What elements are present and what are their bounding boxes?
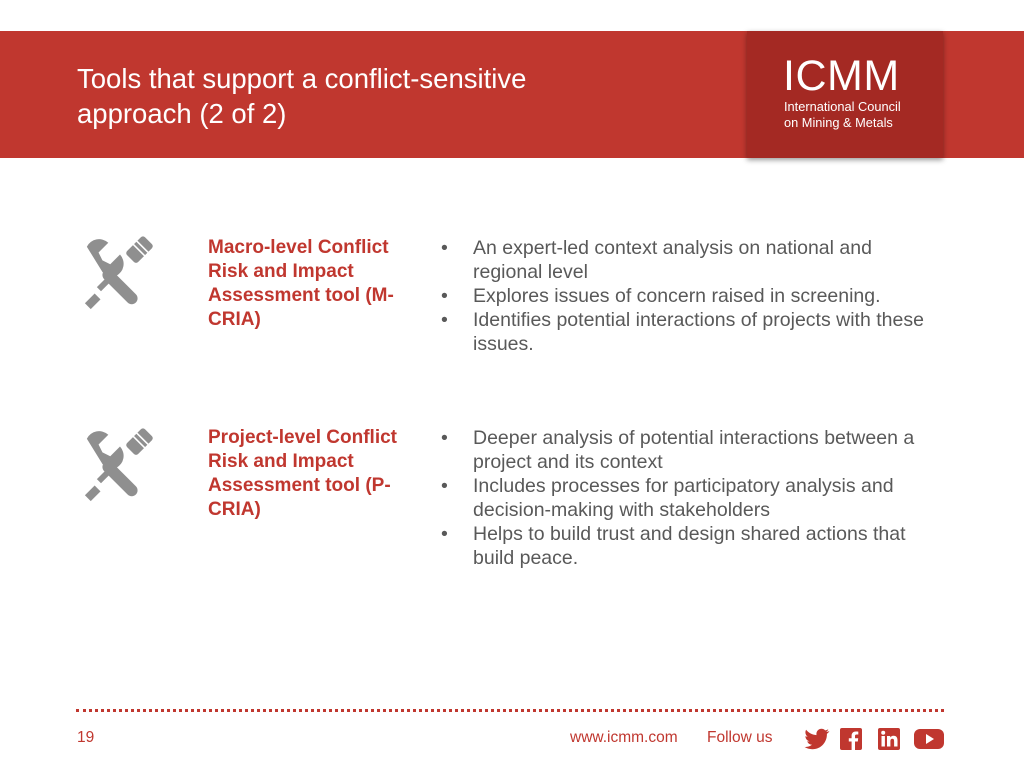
facebook-icon[interactable] [840,728,862,750]
logo-subtitle-line2: on Mining & Metals [784,115,893,130]
logo-subtitle [784,99,901,131]
slide-title [77,61,637,131]
bullet-item: • Helps to build trust and design shared actions that build peace. [440,522,940,570]
bullet-item: • An expert-led context analysis on national and regional level [440,236,940,284]
footer-dotted-rule [76,709,944,712]
twitter-icon[interactable] [804,728,830,750]
bullet-list [440,426,940,570]
bullet-item: • Includes processes for participatory analysis and decision-making with stakeholders [440,474,940,522]
bullet-list [440,236,940,356]
youtube-icon[interactable] [914,728,944,750]
tool-name: Project-level Conflict Risk and Impact Assessment tool (P-CRIA) [208,427,397,520]
bullet-item: • Deeper analysis of potential interactions between a project and its context [440,426,940,474]
slide-title-line1: Tools that support a conflict-sensitive [77,63,527,94]
website-link[interactable]: www.icmm.com [570,729,678,746]
wrench-screwdriver-icon [81,427,159,505]
linkedin-icon[interactable] [878,728,900,750]
logo-subtitle-line1: International Council [784,99,901,114]
slide-title-line2: approach (2 of 2) [77,98,287,129]
bullet-item: • Explores issues of concern raised in screening. [440,284,940,308]
page-number: 19 [77,729,95,746]
icmm-logo [747,31,943,158]
follow-us-label: Follow us [707,729,773,746]
tool-name: Macro-level Conflict Risk and Impact Assessment tool (M-CRIA) [208,237,394,330]
bullet-item: • Identifies potential interactions of projects with these issues. [440,308,940,356]
logo-wordmark: ICMM [783,52,900,100]
wrench-screwdriver-icon [81,235,159,313]
